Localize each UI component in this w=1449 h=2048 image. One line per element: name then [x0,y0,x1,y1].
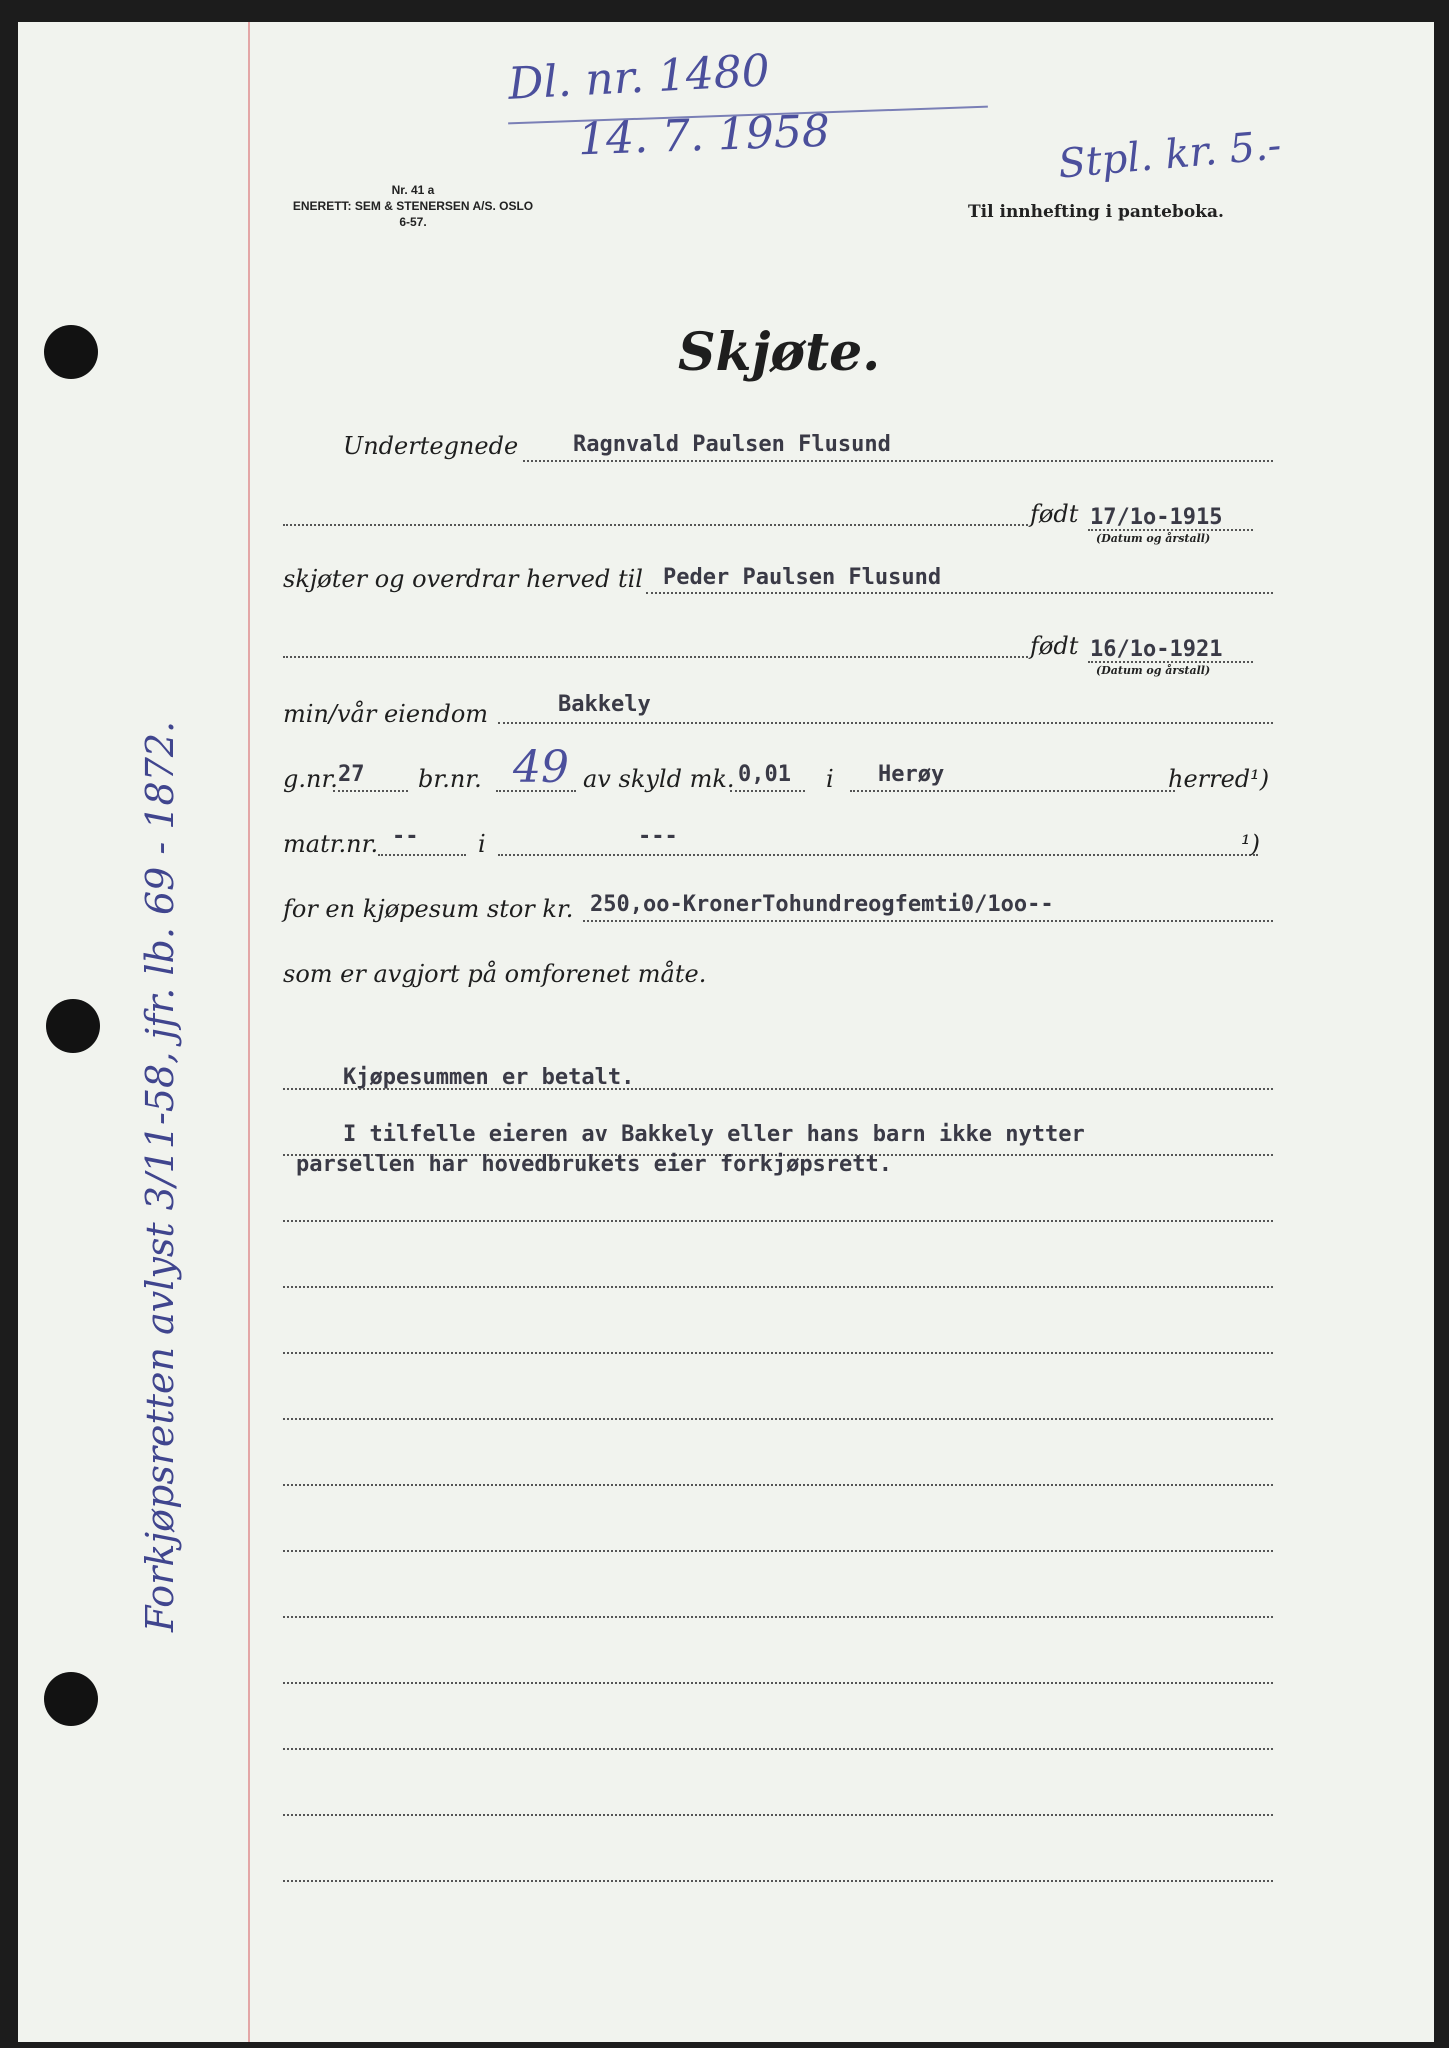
label-avgjort: som er avgjort på omforenet måte. [283,960,707,988]
matr-value: -- [392,824,419,849]
dotted-line [850,790,1175,792]
price-value: 250,oo-KronerTohundreogfemti0/1oo-- [590,892,1054,917]
dotted-line [283,1616,1273,1618]
fee-note: Stpl. kr. 5.- [1056,122,1283,188]
dotted-line [283,1550,1273,1552]
dotted-line [283,1286,1273,1288]
dotted-line [378,854,466,856]
margin-rule [248,22,250,2042]
label-skjoter: skjøter og overdrar herved til [283,565,643,593]
dotted-line [283,1220,1273,1222]
dotted-line [283,1352,1273,1354]
label-i: i [478,830,486,858]
dotted-line [498,722,1273,724]
label-skyld: av skyld mk. [583,765,735,793]
skyld-value: 0,01 [738,762,791,787]
dotted-line [523,460,1273,462]
dotted-line [283,656,1028,658]
punch-hole [46,999,100,1053]
body-line: parsellen har hovedbrukets eier forkjøpsrett. [296,1152,893,1177]
dotted-line [283,1748,1273,1750]
seller-name: Ragnvald Paulsen Flusund [573,432,891,457]
label-kjopesum: for en kjøpesum stor kr. [283,895,574,923]
label-i: i [826,765,834,793]
matr-place: --- [638,824,678,849]
margin-note: Forkjøpsretten avlyst 3/11-58, jfr. lb. 69 - 1872. [138,720,182,1632]
body-line: Kjøpesummen er betalt. [343,1065,635,1090]
registry-number: Dl. nr. 1480 [506,45,771,110]
datum-caption: (Datum og årstall) [1096,664,1211,677]
label-herred: herred¹) [1168,765,1270,793]
dotted-line [583,920,1273,922]
dotted-line [730,790,805,792]
label-undertegnede: Undertegnede [343,432,519,460]
dotted-line [283,1682,1273,1684]
label-brnr: br.nr. [418,765,482,793]
property-name: Bakkely [558,692,651,717]
body-line: I tilfelle eieren av Bakkely eller hans barn ikke nytter [343,1122,1085,1147]
buyer-name: Peder Paulsen Flusund [663,565,942,590]
dotted-line [646,592,1273,594]
page-title: Skjøte. [678,322,881,383]
label-matr: matr.nr. [283,830,379,858]
dotted-line [283,1484,1273,1486]
dotted-line [333,790,408,792]
seller-birthdate: 17/1o-1915 [1090,505,1223,530]
filing-note: Til innhefting i panteboka. [968,202,1224,222]
registry-date: 14. 7. 1958 [577,105,831,166]
label-gnr: g.nr. [283,765,338,793]
dotted-line [283,1418,1273,1420]
label-fodt: født [1030,500,1079,528]
form-date: 6-57. [399,215,427,229]
dotted-line [496,790,576,792]
label-paren: ¹) [1241,830,1260,858]
gnr-value: 27 [338,762,365,787]
dotted-line [283,524,1028,526]
brnr-value: 49 [513,742,569,793]
buyer-birthdate: 16/1o-1921 [1090,637,1223,662]
punch-hole [44,1672,98,1726]
herred-value: Herøy [878,762,945,787]
document-page [18,22,1434,2042]
form-number: Nr. 41 a [391,183,435,197]
dotted-line [498,854,1258,856]
form-number-block [288,182,538,230]
label-fodt: født [1030,632,1079,660]
datum-caption: (Datum og årstall) [1096,532,1211,545]
label-eiendom: min/vår eiendom [283,700,489,728]
punch-hole [44,325,98,379]
dotted-line [1088,661,1253,663]
dotted-line [283,1088,1273,1090]
dotted-line [1088,529,1253,531]
dotted-line [283,1814,1273,1816]
dotted-line [283,1880,1273,1882]
form-publisher: ENERETT: SEM & STENERSEN A/S. OSLO [292,199,534,213]
